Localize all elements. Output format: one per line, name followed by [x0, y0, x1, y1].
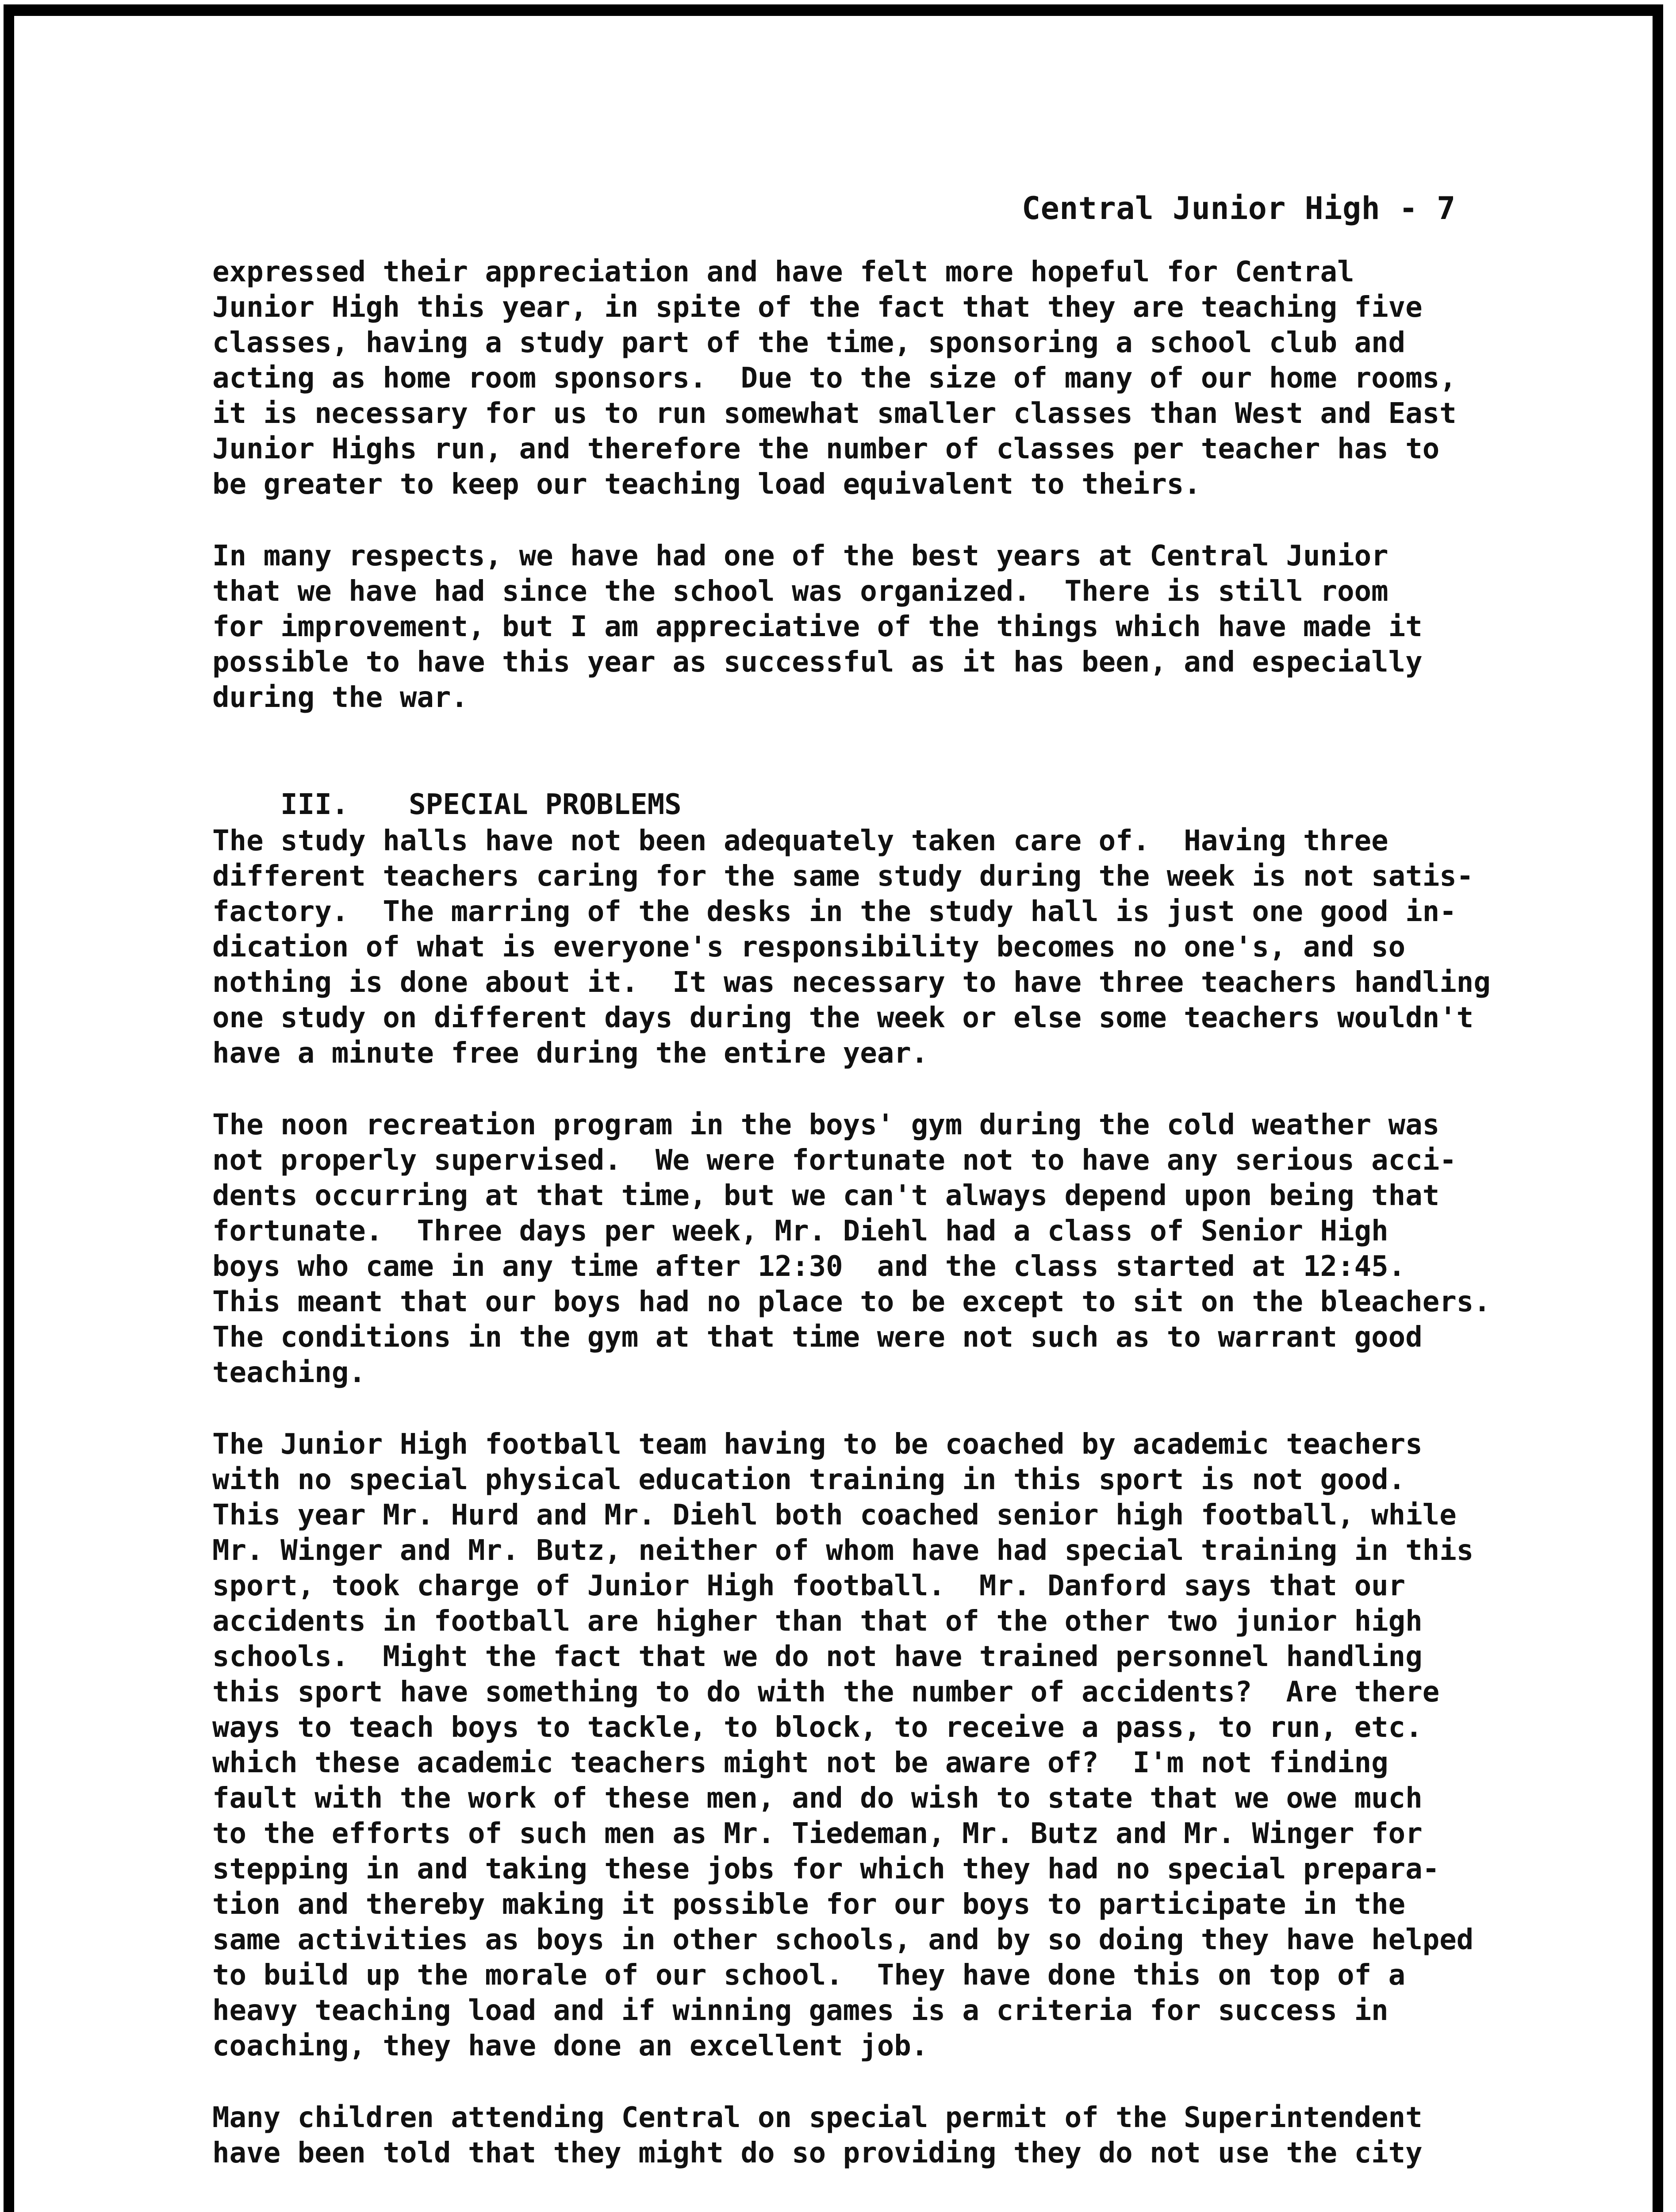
text-line: Junior Highs run, and therefore the number of classes per teacher has to	[212, 433, 1440, 465]
text-line: fault with the work of these men, and do wish to state that we owe much	[212, 1782, 1423, 1815]
text-line: fortunate. Three days per week, Mr. Diehl had a class of Senior High	[212, 1215, 1388, 1248]
section-number: III.	[280, 788, 349, 821]
text-line: have been told that they might do so providing they do not use the city	[212, 2137, 1423, 2170]
text-line: stepping in and taking these jobs for which they had no special prepara-	[212, 1853, 1440, 1886]
text-line: boys who came in any time after 12:30 and the class started at 12:45.	[212, 1250, 1406, 1283]
text-line: which these academic teachers might not be aware of? I'm not finding	[212, 1747, 1388, 1779]
text-line: possible to have this year as successful as it has been, and especially	[212, 646, 1423, 679]
text-line: one study on different days during the week or else some teachers wouldn't	[212, 1002, 1474, 1034]
text-line: to build up the morale of our school. They have done this on top of a	[212, 1959, 1406, 1992]
paragraph-3	[212, 823, 1517, 1071]
text-line: sport, took charge of Junior High football. Mr. Danford says that our	[212, 1570, 1406, 1602]
text-line: not properly supervised. We were fortunate not to have any serious acci-	[212, 1144, 1457, 1177]
text-line: In many respects, we have had one of the best years at Central Junior	[212, 540, 1388, 572]
paragraph-4	[212, 1107, 1517, 1390]
text-line: This year Mr. Hurd and Mr. Diehl both coached senior high football, while	[212, 1499, 1457, 1532]
text-line: it is necessary for us to run somewhat smaller classes than West and East	[212, 397, 1457, 430]
text-line: acting as home room sponsors. Due to the size of many of our home rooms,	[212, 362, 1457, 395]
text-line: The noon recreation program in the boys' gym during the cold weather was	[212, 1109, 1440, 1141]
text-line: Mr. Winger and Mr. Butz, neither of whom have had special training in this	[212, 1534, 1474, 1567]
text-line: The Junior High football team having to be coached by academic teachers	[212, 1428, 1423, 1461]
paragraph-2	[212, 538, 1517, 715]
text-line: nothing is done about it. It was necessary to have three teachers handling	[212, 966, 1491, 999]
text-line: to the efforts of such men as Mr. Tiedeman, Mr. Butz and Mr. Winger for	[212, 1817, 1423, 1850]
paragraph-1	[212, 254, 1517, 502]
text-line: for improvement, but I am appreciative of the things which have made it	[212, 611, 1423, 643]
text-line: The conditions in the gym at that time were not such as to warrant good	[212, 1321, 1423, 1354]
section-title: SPECIAL PROBLEMS	[409, 788, 682, 821]
text-line: teaching.	[212, 1356, 366, 1389]
text-line: The study halls have not been adequately taken care of. Having three	[212, 825, 1388, 857]
text-line: that we have had since the school was organized. There is still room	[212, 575, 1388, 608]
text-line: with no special physical education training in this sport is not good.	[212, 1463, 1406, 1496]
text-line: different teachers caring for the same study during the week is not satis-	[212, 860, 1474, 893]
text-line: during the war.	[212, 681, 468, 714]
text-line: accidents in football are higher than that of the other two junior high	[212, 1605, 1423, 1638]
text-line: have a minute free during the entire year.	[212, 1037, 928, 1070]
text-line: schools. Might the fact that we do not have trained personnel handling	[212, 1640, 1423, 1673]
text-line: tion and thereby making it possible for our boys to participate in the	[212, 1888, 1406, 1921]
document-body	[212, 254, 1517, 2171]
text-line: be greater to keep our teaching load equivalent to theirs.	[212, 468, 1201, 501]
text-line: Many children attending Central on special permit of the Superintendent	[212, 2101, 1423, 2134]
text-line: heavy teaching load and if winning games is a criteria for success in	[212, 1994, 1388, 2027]
text-line: Junior High this year, in spite of the fact that they are teaching five	[212, 291, 1423, 324]
text-line: factory. The marring of the desks in the study hall is just one good in-	[212, 895, 1457, 928]
text-line: this sport have something to do with the number of accidents? Are there	[212, 1676, 1440, 1709]
text-line: ways to teach boys to tackle, to block, to receive a pass, to run, etc.	[212, 1711, 1423, 1744]
paragraph-5	[212, 1427, 1517, 2064]
text-line: dication of what is everyone's responsibility becomes no one's, and so	[212, 931, 1406, 964]
text-line: expressed their appreciation and have felt more hopeful for Central	[212, 256, 1354, 288]
text-line: coaching, they have done an excellent job.	[212, 2030, 928, 2062]
text-line: This meant that our boys had no place to be except to sit on the bleachers.	[212, 1286, 1491, 1318]
text-line: dents occurring at that time, but we can't always depend upon being that	[212, 1179, 1440, 1212]
paragraph-6	[212, 2100, 1517, 2171]
running-head: Central Junior High - 7	[1022, 190, 1456, 227]
text-line: same activities as boys in other schools, and by so doing they have helped	[212, 1924, 1474, 1956]
section-heading	[212, 752, 1517, 821]
text-line: classes, having a study part of the time, sponsoring a school club and	[212, 326, 1406, 359]
